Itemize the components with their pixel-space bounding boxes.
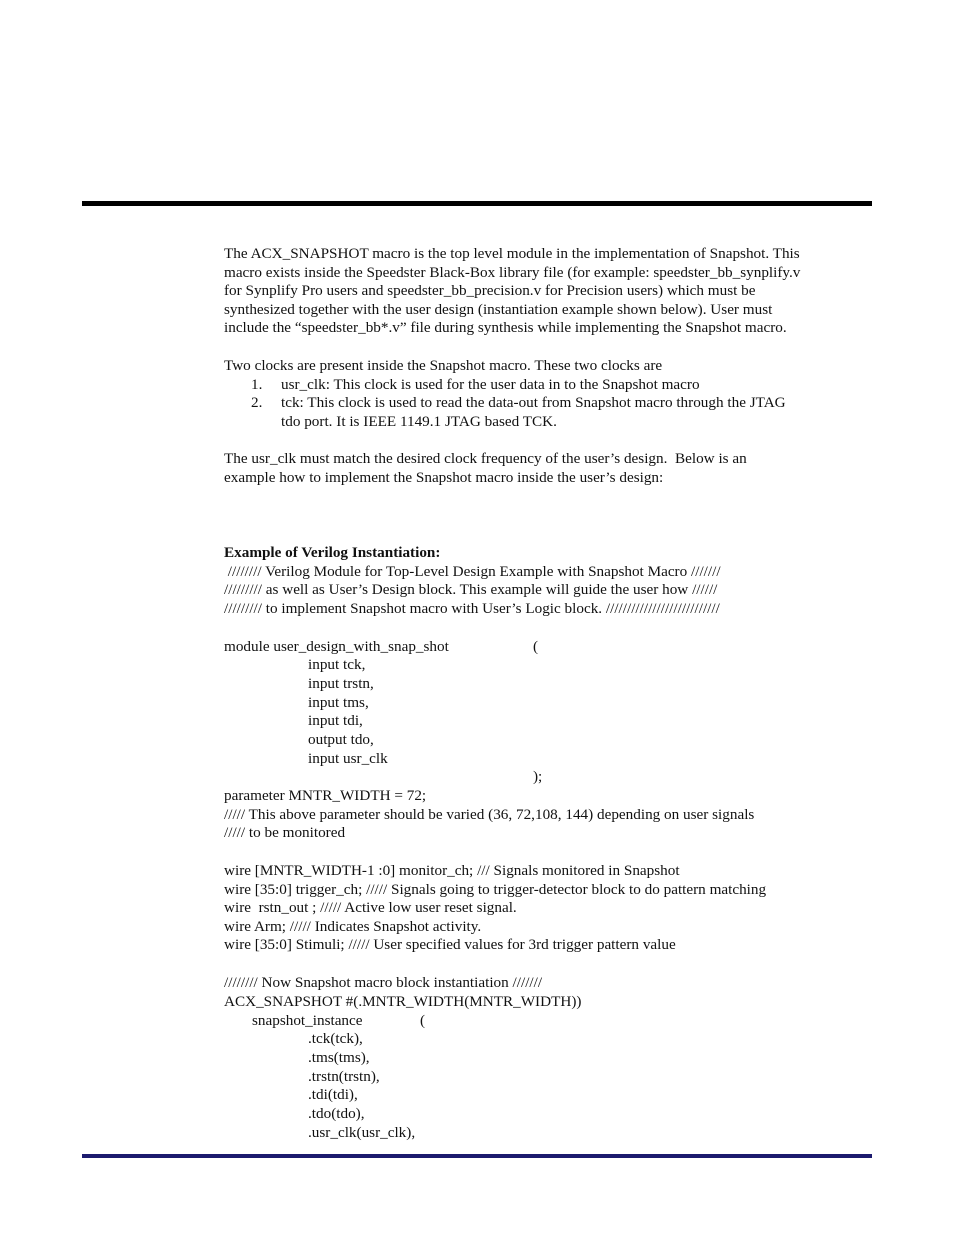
- instance-port: .usr_clk(usr_clk),: [308, 1124, 416, 1141]
- header-rule: [82, 201, 872, 206]
- parameter-comment-1: ///// This above parameter should be varied (36, 72,108, 144) depending on user signals: [224, 806, 755, 823]
- instance-port: .tms(tms),: [308, 1049, 370, 1066]
- usr-clk-line-1: The usr_clk must match the desired clock frequency of the user’s design. Below is an: [224, 450, 747, 467]
- wire-declaration: wire [35:0] trigger_ch; ///// Signals going to trigger-detector block to do pattern matching: [224, 881, 767, 898]
- module-port: input tdi,: [308, 712, 363, 729]
- intro-line-4: synthesized together with the user design (instantiation example shown below). User must: [224, 301, 773, 318]
- module-port: input tck,: [308, 656, 366, 673]
- comment-line-1: //////// Verilog Module for Top-Level Design Example with Snapshot Macro ///////: [224, 563, 721, 580]
- module-close-paren: );: [533, 768, 543, 785]
- wire-declaration: wire rstn_out ; ///// Active low user reset signal.: [224, 899, 517, 916]
- usr-clk-line-2: example how to implement the Snapshot macro inside the user’s design:: [224, 469, 664, 486]
- intro-line-2: macro exists inside the Speedster Black-Box library file (for example: speedster_bb_synplify.v: [224, 264, 801, 281]
- wire-declaration: wire [MNTR_WIDTH-1 :0] monitor_ch; /// Signals monitored in Snapshot: [224, 862, 680, 879]
- clock-list-num-2: 2.: [251, 394, 263, 411]
- intro-line-3: for Synplify Pro users and speedster_bb_precision.v for Precision users) which must be: [224, 282, 756, 299]
- module-port: output tdo,: [308, 731, 374, 748]
- instance-port: .tdo(tdo),: [308, 1105, 365, 1122]
- module-port: input trstn,: [308, 675, 374, 692]
- parameter-line: parameter MNTR_WIDTH = 72;: [224, 787, 427, 804]
- module-declaration: module user_design_with_snap_shot: [224, 638, 449, 655]
- intro-line-1: The ACX_SNAPSHOT macro is the top level module in the implementation of Snapshot. This: [224, 245, 800, 262]
- instance-port: .tdi(tdi),: [308, 1086, 358, 1103]
- instantiation-line: ACX_SNAPSHOT #(.MNTR_WIDTH(MNTR_WIDTH)): [224, 993, 582, 1010]
- module-port: input tms,: [308, 694, 369, 711]
- clock-list-text-1: usr_clk: This clock is used for the user data in to the Snapshot macro: [281, 376, 700, 393]
- comment-line-2: ///////// as well as User’s Design block. This example will guide the user how //////: [224, 581, 718, 598]
- instantiation-comment: //////// Now Snapshot macro block instantiation ///////: [224, 974, 543, 991]
- footer-rule: [82, 1154, 872, 1158]
- wire-declaration: wire Arm; ///// Indicates Snapshot activity.: [224, 918, 482, 935]
- intro-line-5: include the “speedster_bb*.v” file during synthesis while implementing the Snapshot macro.: [224, 319, 787, 336]
- instance-name: snapshot_instance: [252, 1012, 363, 1029]
- clock-list-text-2a: tck: This clock is used to read the data-out from Snapshot macro through the JTAG: [281, 394, 786, 411]
- example-heading: Example of Verilog Instantiation:: [224, 544, 441, 561]
- comment-line-3: ///////// to implement Snapshot macro with User’s Logic block. ///////////////////////////: [224, 600, 720, 617]
- clock-list-num-1: 1.: [251, 376, 263, 393]
- module-port: input usr_clk: [308, 750, 388, 767]
- module-open-paren: (: [533, 638, 539, 655]
- clocks-intro: Two clocks are present inside the Snapshot macro. These two clocks are: [224, 357, 663, 374]
- instance-port: .tck(tck),: [308, 1030, 363, 1047]
- instance-port: .trstn(trstn),: [308, 1068, 380, 1085]
- wire-declaration: wire [35:0] Stimuli; ///// User specified values for 3rd trigger pattern value: [224, 936, 676, 953]
- parameter-comment-2: ///// to be monitored: [224, 824, 346, 841]
- clock-list-text-2b: tdo port. It is IEEE 1149.1 JTAG based TCK.: [281, 413, 557, 430]
- instance-open-paren: (: [420, 1012, 426, 1029]
